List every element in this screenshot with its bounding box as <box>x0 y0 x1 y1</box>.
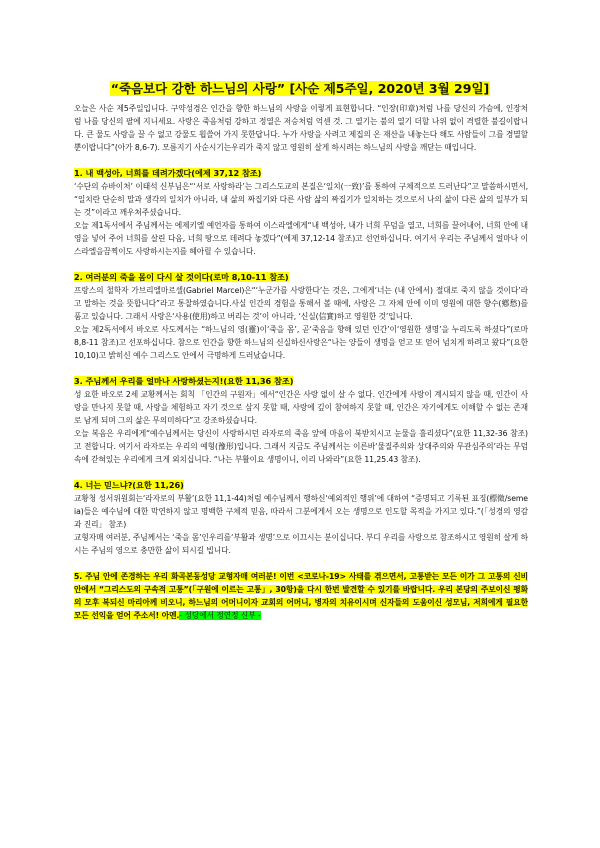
section-2-paragraph-1: 프랑스의 철학자 가브리엘마르셀(Gabriel Marcel)은“‘누군가를 사랑한다’는 것은, 그에게‘너는 (내 안에서) 절대로 죽지 않을 것이다’라고 말하는 것을 뜻합니다”라고 통찰하였습니다.사실 인간의 경험을 통해서 볼 때에, 사랑은 그 자체 안에 이미 영원에 대한 향수(鄕愁)를 품고 있습니다. 그래서 사랑은‘사용(使用)하고 버리는 것’이 아니라, ‘신실(信實)하고 영원한 것’입니다. <box>74 286 528 321</box>
section-1-paragraph-1: ‘수단의 슈바이처’ 이태석 신부님은“‘서로 사랑하라’는 그리스도교의 본질은‘일치(一致)’를 통하여 구체적으로 드러난다”고 말씀하시면서, “일치란 단순히 말과 생각의 일치가 아니라, 내 삶의 짜집기와 다른 사람 삶의 짜집기가 일치하는 것으로서 나의 삶이 다른 삶의 일부가 되는 것”이라고 깨우쳐주셨습니다. <box>74 182 528 217</box>
document-title <box>0 81 600 97</box>
section-3-heading-text: 3. 주님께서 우리를 얼마나 사랑하셨는지!(요한 11,36 참조) <box>74 376 294 386</box>
section-3-heading <box>74 375 528 388</box>
document-title-text: “죽음보다 강한 하느님의 사랑” [사순 제5주일, 2020년 3월 29일] <box>110 81 490 96</box>
signature: - 성당에서 정연정 신부 - <box>179 611 261 620</box>
document-body <box>74 102 528 622</box>
intro-paragraph: 오늘은 사순 제5주일입니다. 구약성경은 인간을 향한 하느님의 사랑을 이렇게 표현합니다. “인장(印章)처럼 나를 당신의 가슴에, 인장처럼 나를 당신의 팔에 지니세요. 사랑은 죽음처럼 강하고 정열은 저승처럼 억센 것. 그 열기는 불의 열기 더할 나위 없이 격렬한 불길이랍니다. 큰 물도 사랑을 끌 수 없고 강물도 휩쓸어 가지 못한답니다. 누가 사랑을 사려고 제집의 온 재산을 내놓는다 해도 사람들이 그를 경멸할 뿐이랍니다”(아가 8,6-7). 모름지기 사순시기는우리가 죽지 않고 영원히 살게 하시려는 하느님의 사랑을 깨닫는 때입니다. <box>74 104 528 152</box>
section-4-heading <box>74 479 528 492</box>
section-1-heading-text: 1. 내 백성아, 너희를 데려가겠다(에제 37,12 참조) <box>74 168 262 178</box>
closing-paragraph <box>74 570 528 622</box>
section-2-paragraph-2: 오늘 제2독서에서 바오로 사도께서는 “하느님의 영(靈)이‘죽을 몸’, 곧‘죽음을 향해 있던 인간’이‘영원한 생명’을 누리도록 하셨다”(로마 8,8-11 참조)고 선포하십니다. 참으로 인간을 향한 하느님의 신실하신사랑은“나는 양들이 생명을 얻고 또 얻어 넘치게 하려고 왔다”(요한 10,10)고 밝히신 예수 그리스도 안에서 극명하게 드러났습니다. <box>74 325 528 360</box>
section-2-heading <box>74 271 528 284</box>
section-4-paragraph-2: 교형자매 여러분, 주님께서는 ‘죽을 몸’인우리를‘부활과 생명’으로 이끄시는 분이십니다. 부디 우리를 사랑으로 참조하시고 영원히 살게 하시는 주님의 영으로 충만한 삶이 되시길 빕니다. <box>74 533 528 555</box>
section-1-paragraph-2: 오늘 제1독서에서 주님께서는 에제키엘 예언자를 통하여 이스라엘에게“내 백성아, 내가 너희 무덤을 열고, 너희를 끌어내어, 너희 안에 내 영을 넣어 주어 너희를 살린 다음, 너희 땅으로 데려다 놓겠다”(에제 37,12-14 참조)고 선언하십니다. 여기서 우리는 주님께서 얼마나 이스라엘을끔찍이도 사랑하시는지를 헤아릴 수 있습니다. <box>74 221 528 256</box>
section-4-paragraph-1: 교황청 성서위원회는‘라자로의 부활’(요한 11,1-44)처럼 예수님께서 행하신‘예외적인 행위’에 대하여 “증명되고 기록된 표징(標徵/semeia)들은 예수님에 대한 막연하지 않고 명백한 구체적 믿음, 따라서 그분에게서 오는 생명으로 인도할 목적을 가지고 있다.”(「성경의 영감과 진리」 참조) <box>74 494 528 529</box>
section-4-heading-text: 4. 너는 믿느냐?(요한 11,26) <box>74 480 184 490</box>
section-3-paragraph-1: 성 요한 바오로 2세 교황께서는 회칙 「인간의 구원자」에서“인간은 사랑 없이 살 수 없다. 인간에게 사랑이 계시되지 않을 때, 인간이 사랑을 만나지 못할 때, 사랑을 체험하고 자기 것으로 삼지 못할 때, 사랑에 깊이 참여하지 못할 때, 인간은 자기에게도 이해할 수 없는 존재로 남게 되며 그의 삶은 무의미하다”고 강조하셨습니다. <box>74 390 528 425</box>
section-3-paragraph-2: 오늘 복음은 우리에게“예수님께서는 당신이 사랑하시던 라자로의 죽음 앞에 마음이 북받치시고 눈물을 흘리셨다”(요한 11,32-36 참조)고 전합니다. 여기서 라자로는 우리의 예형(豫形)입니다. 그래서 지금도 주님께서는 이른바‘물질주의와 상대주의와 무관심주의’라는 무덤 속에 갇혀있는 우리에게 크게 외치십니다. “나는 부활이요 생명이니, 이리 나와라”(요한 11,25.43 참조). <box>74 429 528 464</box>
section-1-heading <box>74 167 528 180</box>
section-2-heading-text: 2. 여러분의 죽을 몸이 다시 살 것이다(로마 8,10-11 참조) <box>74 272 289 282</box>
closing-text: 5. 주님 안에 존경하는 우리 화곡본동성당 교형자매 여러분! 이번 <코로나-19> 사태를 겪으면서, 고통받는 모든 이가 그 고통의 신비 안에서 “그리스도의 구속적 고통”(「구원에 이르는 고통」, 30항)을 다시 한번 발견할 수 있기를 바랍니다. 우리 본당의 주보이신 평화의 모후 복되신 마리아께 비오니, 하느님의 어머니이자 교회의 어머니, 병자의 치유이시며 신자들의 도움이신 성모님, 저희에게 필요한 모든 선익을 얻어 주소서! 아멘. <box>74 572 528 620</box>
